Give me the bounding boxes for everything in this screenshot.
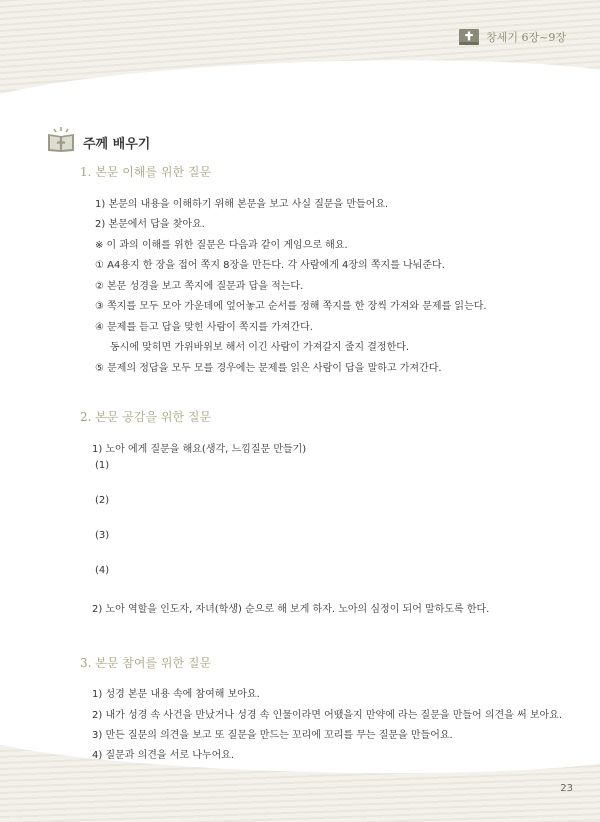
section1-line-1: 1) 본문의 내용을 이해하기 위해 본문을 보고 사실 질문을 만들어요. — [95, 199, 389, 210]
section3-line-2: 2) 내가 성경 속 사건을 만났거나 성경 속 인물이라면 어땠을지 만약에 라는 질문을 만들어 의견을 써 보아요. — [92, 710, 563, 721]
bible-icon — [458, 27, 480, 47]
section1-step-3: ③ 쪽지를 모두 모아 가운데에 엎어놓고 순서를 정해 쪽지를 한 장씩 가져와 문제를 읽는다. — [95, 301, 487, 312]
section2-heading: 2. 본문 공감을 위한 질문 — [80, 410, 212, 424]
section1-line-2: 2) 본문에서 답을 찾아요. — [95, 219, 205, 230]
section2-question-2: 2) 노아 역할을 인도자, 자녀(학생) 순으로 해 보게 하자. 노아의 심정이 되어 말하도록 한다. — [92, 604, 490, 615]
answer-blank-2: (2) — [95, 495, 110, 506]
section3-heading: 3. 본문 참여를 위한 질문 — [80, 656, 212, 670]
section1-step-4-cont: 동시에 맞히면 가위바위보 해서 이긴 사람이 가져갈지 줄지 결정한다. — [110, 342, 410, 353]
section1-step-4: ④ 문제를 듣고 답을 맞힌 사람이 쪽지를 가져간다. — [95, 322, 313, 333]
section1-step-2: ② 본문 성경을 보고 쪽지에 질문과 답을 적는다. — [95, 281, 304, 292]
answer-blank-4: (4) — [95, 565, 110, 576]
section1-heading: 1. 본문 이해를 위한 질문 — [80, 165, 212, 179]
section1-step-1: ① A4용지 한 장을 접어 쪽지 8장을 만든다. 각 사람에게 4장의 쪽지를 나눠준다. — [95, 260, 445, 271]
section2-question-1: 1) 노아 에게 질문을 해요(생각, 느낌질문 만들기) — [92, 444, 307, 455]
page-number: 23 — [560, 783, 573, 794]
open-bible-icon — [47, 127, 75, 157]
intro-title — [47, 127, 150, 157]
section3-line-3: 3) 만든 질문의 의견을 보고 또 질문을 만드는 꼬리에 꼬리를 무는 질문을 만들어요. — [92, 730, 453, 741]
section3-line-4: 4) 질문과 의견을 서로 나누어요. — [92, 750, 235, 761]
answer-blank-3: (3) — [95, 530, 110, 541]
chapter-label: 창세기 6장~9장 — [486, 31, 566, 44]
section3-line-1: 1) 성경 본문 내용 속에 참여해 보아요. — [92, 689, 260, 700]
intro-title-label: 주께 배우기 — [83, 136, 151, 152]
answer-blank-1: (1) — [95, 460, 110, 471]
chapter-tag — [458, 27, 566, 47]
section1-step-5: ⑤ 문제의 정답을 모두 모를 경우에는 문제를 읽은 사람이 답을 말하고 가져간다. — [95, 363, 442, 374]
section1-note: ※ 이 과의 이해를 위한 질문은 다음과 같이 게임으로 해요. — [95, 240, 348, 251]
